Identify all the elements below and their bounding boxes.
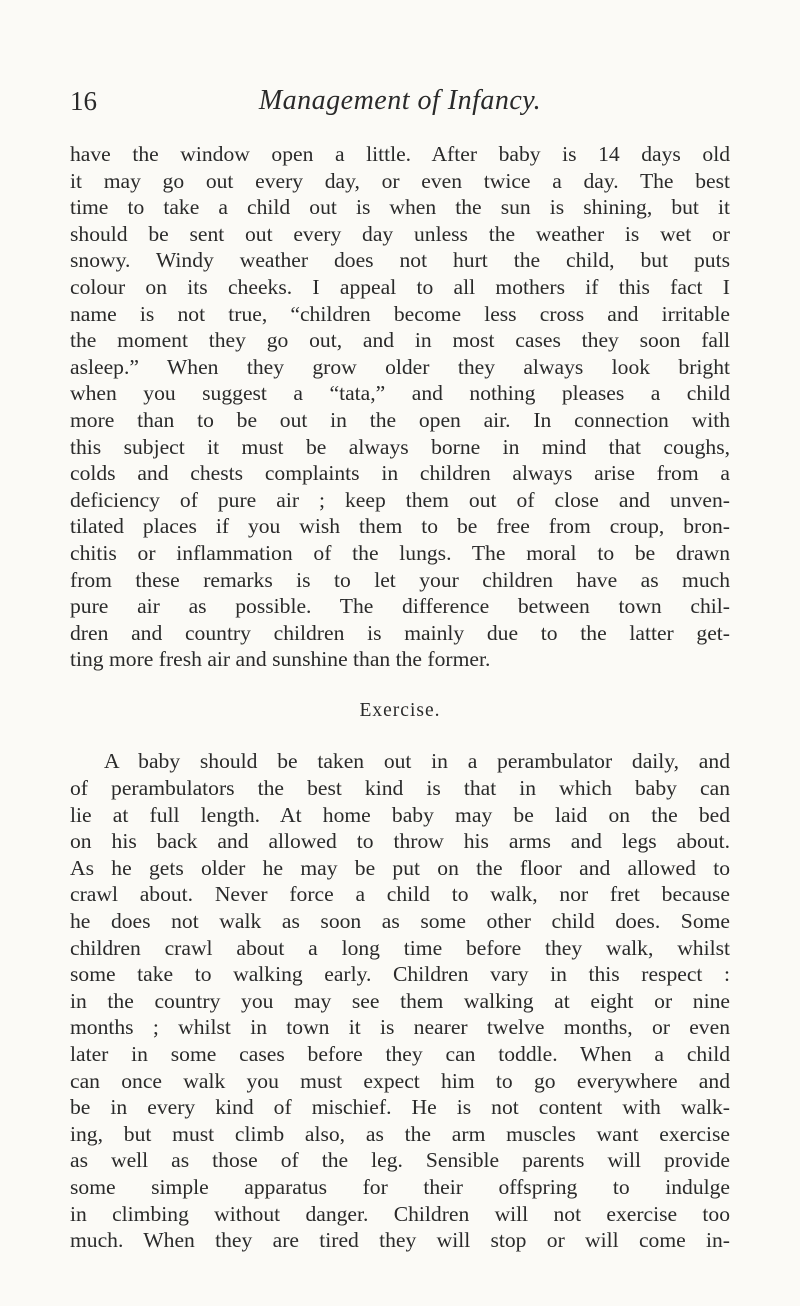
text-line: snowy. Windy weather does not hurt the child, but puts bbox=[70, 248, 730, 273]
text-line: be in every kind of mischief. He is not content with walk- bbox=[70, 1095, 730, 1120]
text-line: should be sent out every day unless the weather is wet or bbox=[70, 221, 730, 246]
text-line: lie at full length. At home baby may be laid on the bed bbox=[70, 802, 730, 827]
text-line: tilated places if you wish them to be free from croup, bron- bbox=[70, 514, 730, 539]
text-line: dren and country children is mainly due to the latter get- bbox=[70, 620, 730, 645]
text-line: in the country you may see them walking at eight or nine bbox=[70, 988, 730, 1013]
text-line: when you suggest a “tata,” and nothing pleases a child bbox=[70, 381, 730, 406]
text-line: this subject it must be always borne in mind that coughs, bbox=[70, 434, 730, 459]
text-line: much. When they are tired they will stop or will come in- bbox=[70, 1228, 730, 1253]
text-line: on his back and allowed to throw his arms and legs about. bbox=[70, 829, 730, 854]
text-line: have the window open a little. After baby is 14 days old bbox=[70, 142, 730, 166]
running-title: Management of Infancy. bbox=[258, 85, 542, 116]
text-line: ting more fresh air and sunshine than the former. bbox=[70, 647, 491, 672]
text-line: as well as those of the leg. Sensible parents will provide bbox=[70, 1148, 730, 1173]
text-line: the moment they go out, and in most cases they soon fall bbox=[70, 328, 730, 353]
text-line: from these remarks is to let your children have as much bbox=[70, 567, 730, 592]
body-text bbox=[70, 141, 730, 1254]
text-line: some simple apparatus for their offspring to indulge bbox=[70, 1174, 730, 1199]
text-line: of perambulators the best kind is that in which baby can bbox=[70, 776, 730, 801]
text-line: name is not true, “children become less cross and irritable bbox=[70, 301, 730, 326]
text-line: can once walk you must expect him to go everywhere and bbox=[70, 1068, 730, 1093]
text-line: colour on its cheeks. I appeal to all mothers if this fact I bbox=[70, 274, 730, 299]
text-line: later in some cases before they can toddle. When a child bbox=[70, 1042, 730, 1066]
text-line: asleep.” When they grow older they always look bright bbox=[70, 354, 730, 379]
text-line: crawl about. Never force a child to walk, nor fret because bbox=[70, 882, 730, 907]
text-line: more than to be out in the open air. In connection with bbox=[70, 407, 730, 432]
text-line: children crawl about a long time before they walk, whilst bbox=[70, 935, 730, 960]
page-number: 16 bbox=[70, 86, 97, 116]
text-line: months ; whilst in town it is nearer twelve months, or even bbox=[70, 1015, 730, 1040]
text-line: some take to walking early. Children vary in this respect : bbox=[70, 962, 730, 987]
paragraph-fresh-air bbox=[70, 141, 730, 673]
paragraph-exercise bbox=[70, 748, 730, 1253]
text-line: colds and chests complaints in children always arise from a bbox=[70, 461, 730, 486]
text-line: ing, but must climb also, as the arm muscles want exercise bbox=[70, 1121, 730, 1146]
text-line: pure air as possible. The difference between town chil- bbox=[70, 594, 730, 619]
text-line: deficiency of pure air ; keep them out of close and unven- bbox=[70, 487, 730, 512]
text-line: time to take a child out is when the sun is shining, but it bbox=[70, 195, 730, 220]
section-heading-exercise: Exercise. bbox=[359, 699, 441, 721]
text-line: in climbing without danger. Children will not exercise too bbox=[70, 1201, 730, 1226]
text-line: chitis or inflammation of the lungs. The moral to be drawn bbox=[70, 540, 730, 565]
text-line: A baby should be taken out in a perambulator daily, and bbox=[104, 749, 730, 774]
text-line: he does not walk as soon as some other child does. Some bbox=[70, 909, 730, 934]
text-line: As he gets older he may be put on the floor and allowed to bbox=[70, 855, 730, 880]
running-head bbox=[70, 84, 730, 118]
text-line: it may go out every day, or even twice a day. The best bbox=[70, 168, 730, 193]
